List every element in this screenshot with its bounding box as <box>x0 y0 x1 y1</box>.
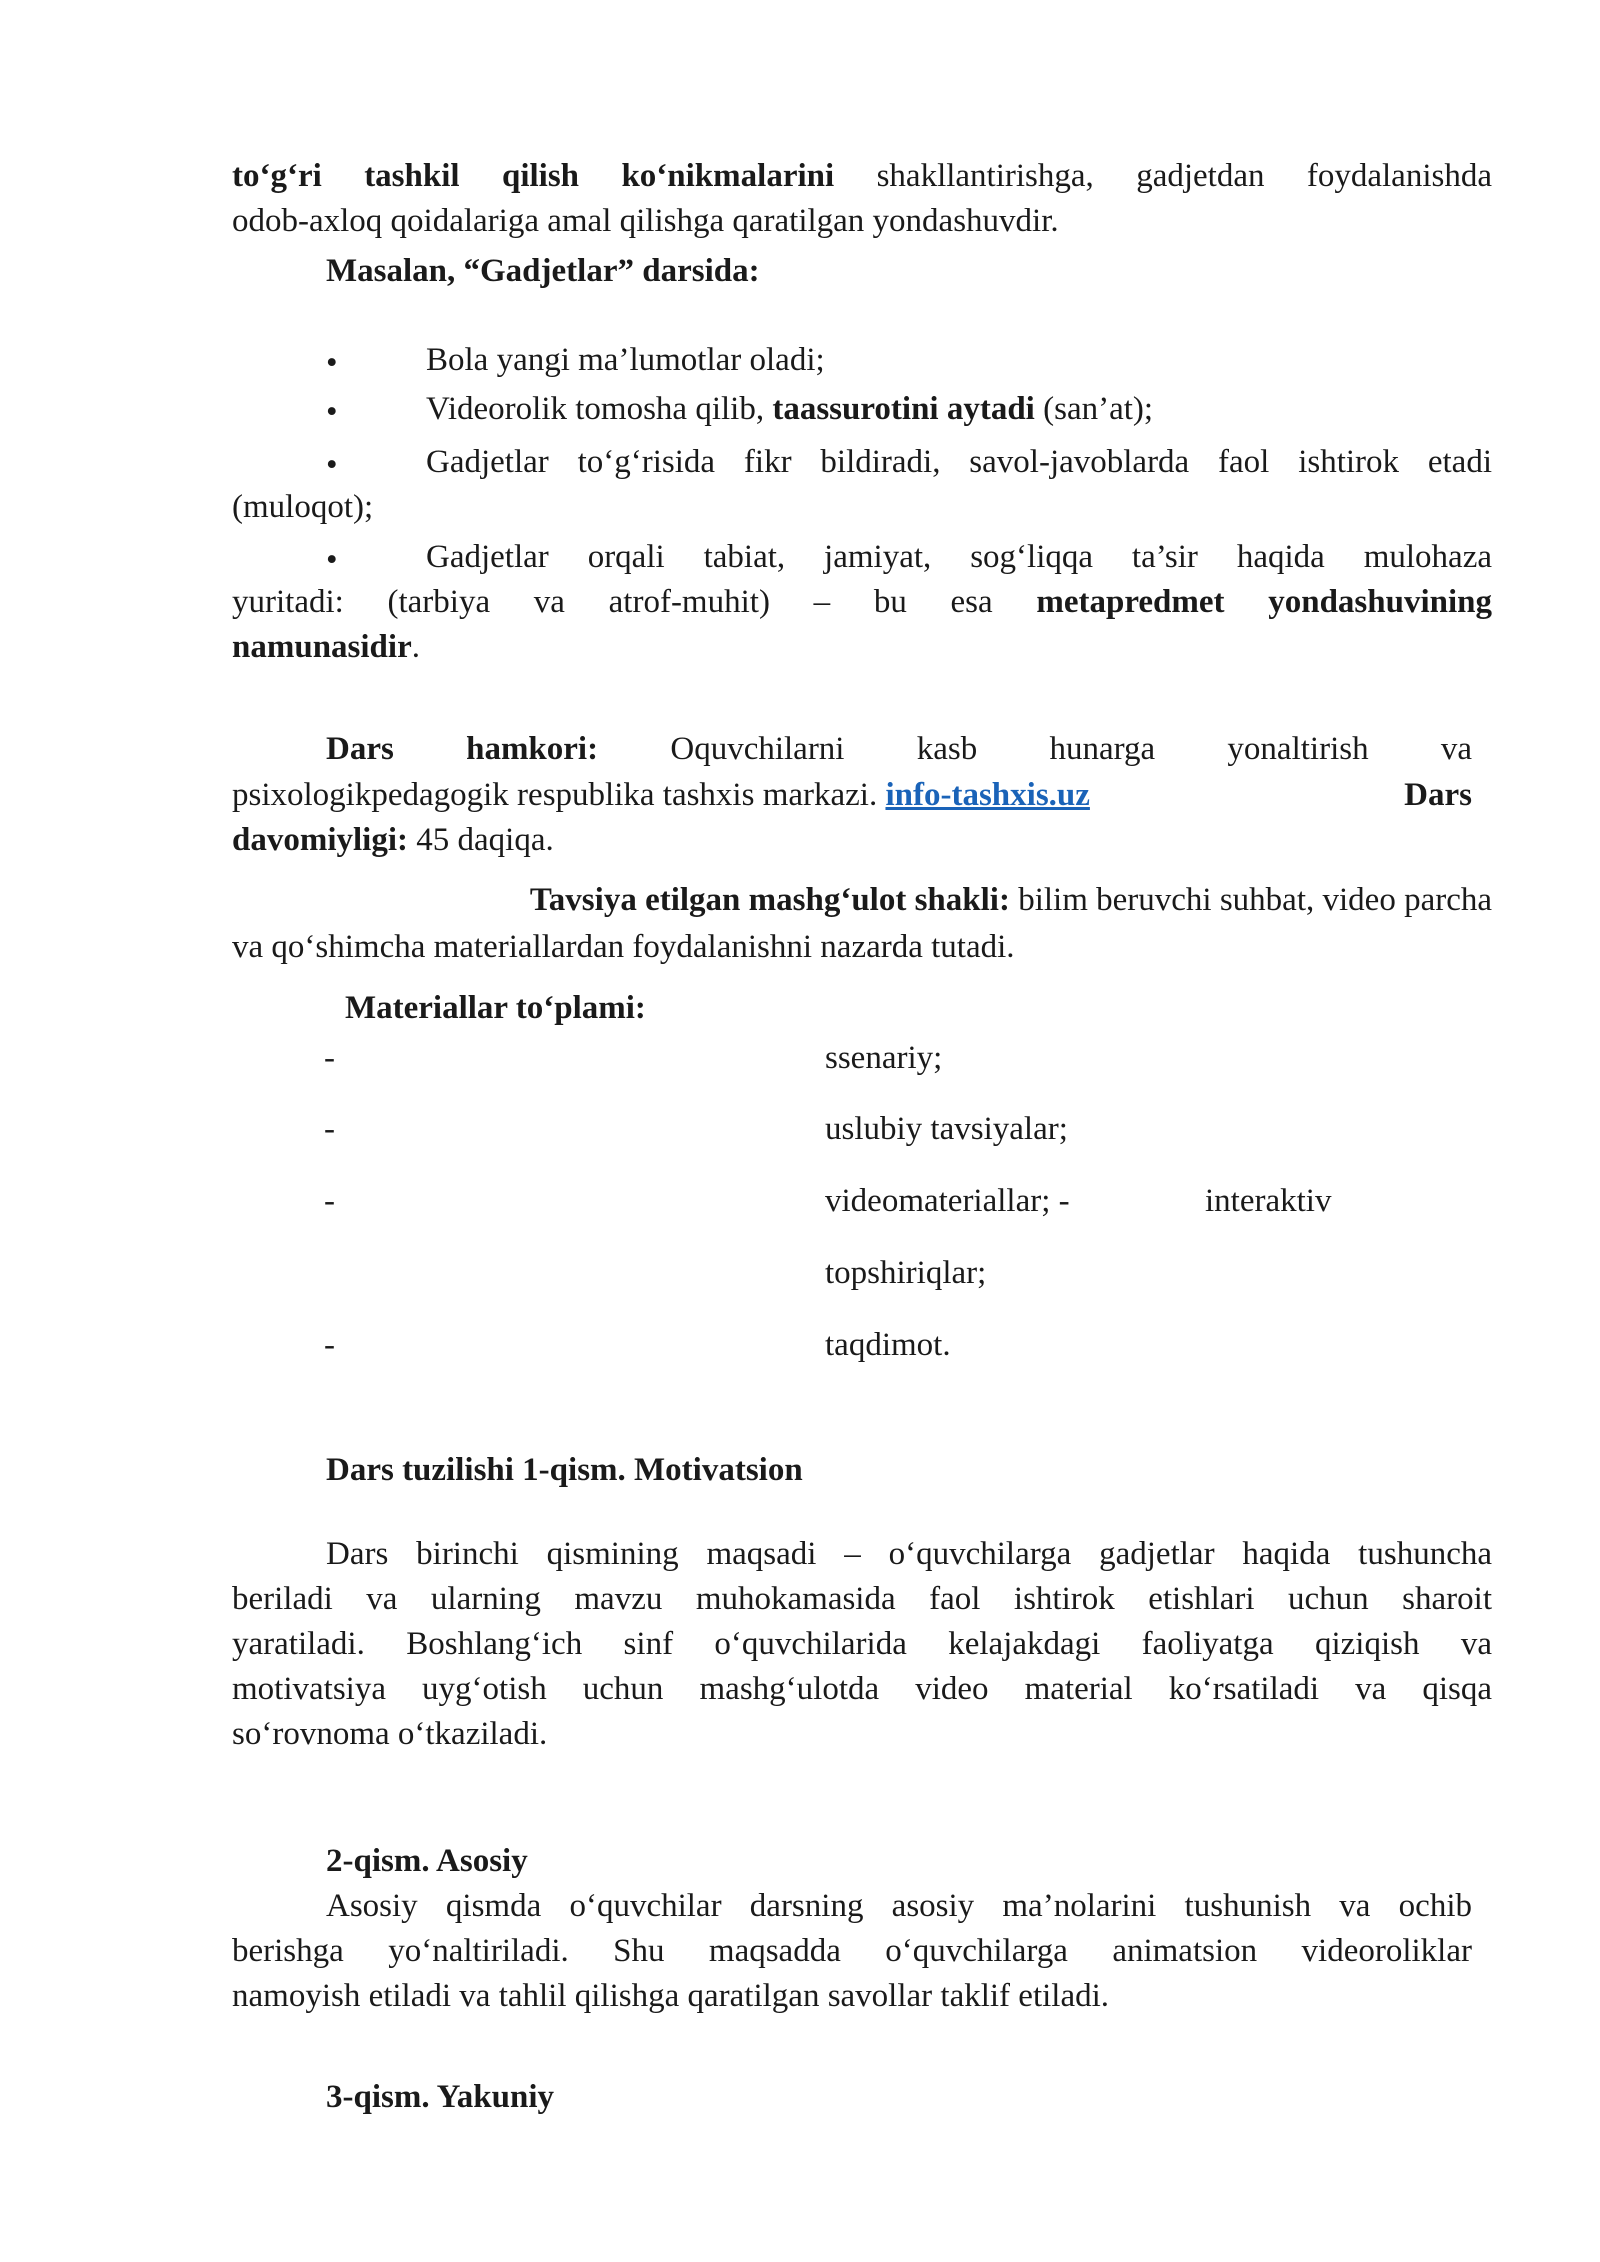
part2-para-line: namoyish etiladi va tahlil qilishga qaratilgan savollar taklif etiladi. <box>232 1978 1110 2014</box>
structure-para-line: so‘rovnoma o‘tkaziladi. <box>232 1716 548 1752</box>
example-heading: Masalan, “Gadjetlar” darsida: <box>326 253 760 289</box>
partner-website-link[interactable]: info-tashxis.uz <box>885 777 1090 813</box>
bullet-bold-phrase: taassurotini aytadi <box>772 391 1035 427</box>
partner-line-1: Dars hamkori: Oquvchilarni kasb hunarga yonaltirish va <box>326 731 1472 767</box>
structure-para-line: motivatsiya uyg‘otish uchun mashg‘ulotda video material ko‘rsatiladi va qisqa <box>232 1671 1492 1707</box>
bullet-item-3-line-2: (muloqot); <box>232 489 374 525</box>
bullet-marker: • <box>326 345 338 381</box>
materials-item: uslubiy tavsiyalar; <box>825 1111 1068 1147</box>
form-line-1: Tavsiya etilgan mashg‘ulot shakli: bilim beruvchi suhbat, video parcha <box>529 882 1492 918</box>
duration-line: davomiyligi: 45 daqiqa. <box>232 822 554 858</box>
structure-para-line: yaratiladi. Boshlang‘ich sinf o‘quvchilarida kelajakdagi faoliyatga qiziqish va <box>232 1626 1492 1662</box>
part2-heading: 2-qism. Asosiy <box>326 1843 528 1879</box>
bullet-marker: • <box>326 394 338 430</box>
intro-bold-phrase: to‘g‘ri tashkil qilish ko‘nikmalarini <box>232 158 835 194</box>
structure-para-line: Dars birinchi qismining maqsadi – o‘quvchilarga gadjetlar haqida tushuncha <box>326 1536 1492 1572</box>
materials-item: taqdimot. <box>825 1327 951 1363</box>
structure-heading: Dars tuzilishi 1-qism. Motivatsion <box>326 1452 803 1488</box>
bullet-marker: • <box>326 447 338 483</box>
part2-para-line: berishga yo‘naltiriladi. Shu maqsadda o‘quvchilarga animatsion videoroliklar <box>232 1933 1472 1969</box>
structure-para-line: beriladi va ularning mavzu muhokamasida faol ishtirok etishlari uchun sharoit <box>232 1581 1492 1617</box>
materials-heading: Materiallar to‘plami: <box>345 990 646 1026</box>
intro-line-1 <box>232 154 1492 199</box>
part3-heading: 3-qism. Yakuniy <box>326 2079 555 2115</box>
bullet-marker: • <box>326 542 338 578</box>
materials-item: videomateriallar; - <box>825 1183 1070 1219</box>
partner-line-2: psixologikpedagogik respublika tashxis markazi. info-tashxis.uz <box>232 777 1090 813</box>
materials-dash: - <box>324 1111 335 1147</box>
intro-rest: shakllantirishga, gadjetdan foydalanishda <box>876 158 1492 194</box>
bullet-item-4-line-3: namunasidir. <box>232 629 420 665</box>
bullet-item-4-line-2: yuritadi: (tarbiya va atrof-muhit) – bu esa metapredmet yondashuvining <box>232 584 1493 620</box>
materials-dash: - <box>324 1040 335 1076</box>
bullet-item-1: Bola yangi ma’lumotlar oladi; <box>426 342 825 378</box>
materials-item: ssenariy; <box>825 1040 943 1076</box>
bullet-item-2: Videorolik tomosha qilib, taassurotini aytadi (san’at); <box>426 391 1154 427</box>
materials-dash: - <box>324 1327 335 1363</box>
part2-para-line: Asosiy qismda o‘quvchilar darsning asosiy ma’nolarini tushunish va ochib <box>326 1888 1472 1924</box>
form-line-2: va qo‘shimcha materiallardan foydalanishni nazarda tutadi. <box>232 929 1015 965</box>
materials-item: topshiriqlar; <box>825 1255 987 1291</box>
bullet-item-3-line-1: Gadjetlar to‘g‘risida fikr bildiradi, savol-javoblarda faol ishtirok etadi <box>426 444 1492 480</box>
materials-dash: - <box>324 1183 335 1219</box>
bullet-item-4-line-1: Gadjetlar orqali tabiat, jamiyat, sog‘liqqa ta’sir haqida mulohaza <box>426 539 1492 575</box>
duration-label-a: Dars <box>1404 777 1472 813</box>
materials-item-extra: interaktiv <box>1205 1183 1332 1219</box>
intro-line-2: odob-axloq qoidalariga amal qilishga qaratilgan yondashuvdir. <box>232 203 1059 239</box>
